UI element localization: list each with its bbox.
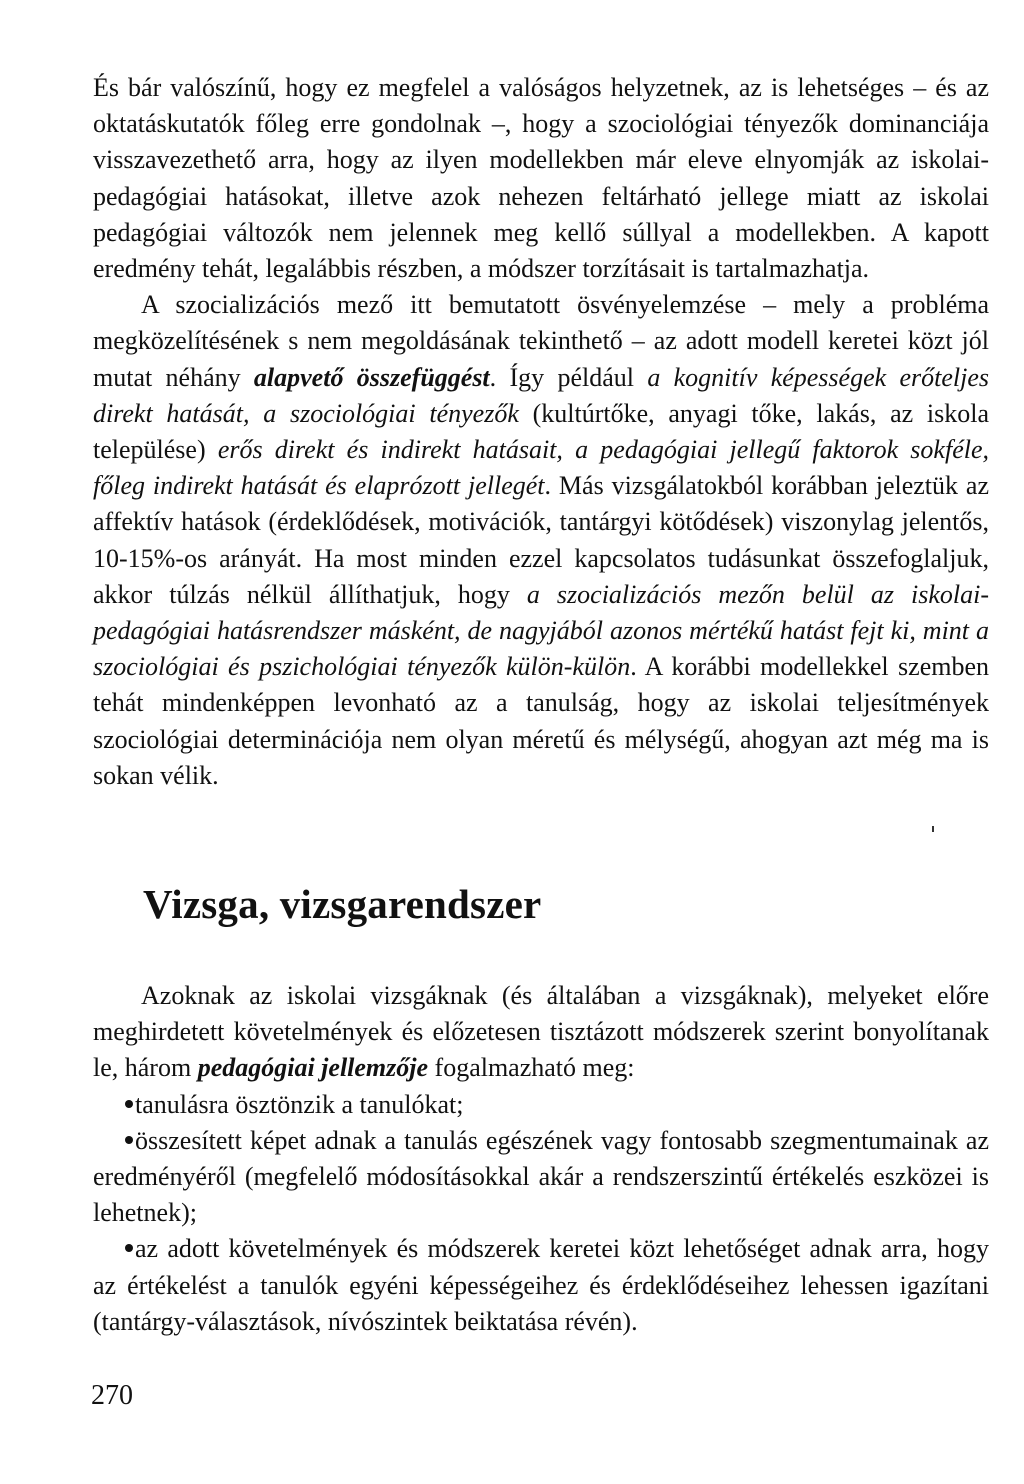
bullet-list: [93, 1087, 989, 1340]
bullet-dot-icon: [125, 1136, 133, 1144]
paragraph-3-text-1: Azoknak az iskolai vizsgáknak (és általában a vizsgáknak), melyeket előre meghirdetett követelmények és előzetesen tisztázott módszerek szerint bonyolítanak le, három: [93, 981, 989, 1083]
body-text-top: [93, 70, 989, 794]
paragraph-2: [93, 287, 989, 794]
page-number: 270: [91, 1380, 133, 1411]
bullet-item-3: [93, 1231, 989, 1340]
paragraph-2-text-3: (kultúrtőke, anyagi tőke, lakás, az iskola települése): [93, 398, 990, 465]
paragraph-2-italic-2: erős direkt és indirekt hatásait, a pedagógiai jellegű faktorok sokféle, főleg indirekt hatását és elaprózott jellegét: [93, 435, 989, 501]
paragraph-2-emphasis-1: alapvető összefüggést: [253, 362, 490, 392]
bullet-item-3-text: az adott követelmények és módszerek keretei közt lehetőséget adnak arra, hogy az értékelést a tanulók egyéni képességeihez és érdeklődéseihez lehessen igazítani (tantárgy-választások, nívószintek beiktatása révén).: [93, 1234, 989, 1336]
scan-speck: [932, 826, 934, 832]
bullet-dot-icon: [125, 1100, 133, 1108]
paragraph-1: És bár valószínű, hogy ez megfelel a valóságos helyzetnek, az is lehetséges – és az oktatáskutatók főleg erre gondolnak –, hogy a szociológiai tényezők dominanciája visszavezethető arra, hogy az ilyen modellekben már eleve elnyomják az iskolai-pedagógiai hatásokat, illetve azok nehezen feltárható jellege miatt az iskolai pedagógiai változók nem jelennek meg kellő súllyal a modellekben. A kapott eredmény tehát, legalábbis részben, a módszer torzításait is tartalmazhatja.: [93, 73, 989, 284]
paragraph-2-italic-3: a szocializációs mezőn belül az iskolai-pedagógiai hatásrendszer másként, de nagyjából azonos mértékű hatást fejt ki, mint a szociológiai és pszichológiai tényezők külön-külön: [93, 579, 989, 682]
paragraph-2-italic-1: a kognitív képességek erőteljes direkt hatását, a szociológiai tényezők: [93, 362, 990, 428]
paragraph-3-text-2: fogalmazható meg:: [428, 1053, 635, 1083]
bullet-item-1-text: tanulásra ösztönzik a tanulókat;: [135, 1089, 464, 1119]
paragraph-2-text-4: . Más vizsgálatokból korábban jeleztük az affektív hatások (érdeklődések, motivációk, tantárgyi kötődések) viszonylag jelentős, 10-15%-os arányát. Ha most minden ezzel kapcsolatos tudásunkat összefoglaljuk, akkor túlzás nélkül állíthatjuk, hogy: [93, 471, 989, 609]
paragraph-2-text-1: A szocializációs mező itt bemutatott ösvényelemzése – mely a probléma megközelítésének s nem megoldásának tekinthető – az adott modell keretei közt jól mutat néhány: [93, 290, 989, 392]
paragraph-3-emphasis-1: pedagógiai jellemzője: [197, 1053, 429, 1083]
section-heading: Vizsga, vizsgarendszer: [143, 881, 542, 927]
bullet-dot-icon: [125, 1244, 133, 1252]
bullet-item-1: [93, 1087, 989, 1123]
bullet-item-2: [93, 1123, 989, 1232]
bullet-item-2-text: összesített képet adnak a tanulás egészének vagy fontosabb szegmentumainak az eredményéről (megfelelő módosításokkal akár a rendszerszintű értékelés eszközei is lehetnek);: [93, 1125, 989, 1228]
body-text-section: [93, 978, 989, 1340]
paragraph-3: [93, 978, 989, 1087]
paragraph-2-text-5: . A korábbi modellekkel szemben tehát mindenképpen levonható az a tanulság, hogy az iskolai teljesítmények szociológiai determinációja nem olyan méretű és mélységű, ahogyan azt még ma is sokan vélik.: [93, 652, 989, 790]
paragraph-2-text-2: . Így például: [489, 362, 648, 392]
